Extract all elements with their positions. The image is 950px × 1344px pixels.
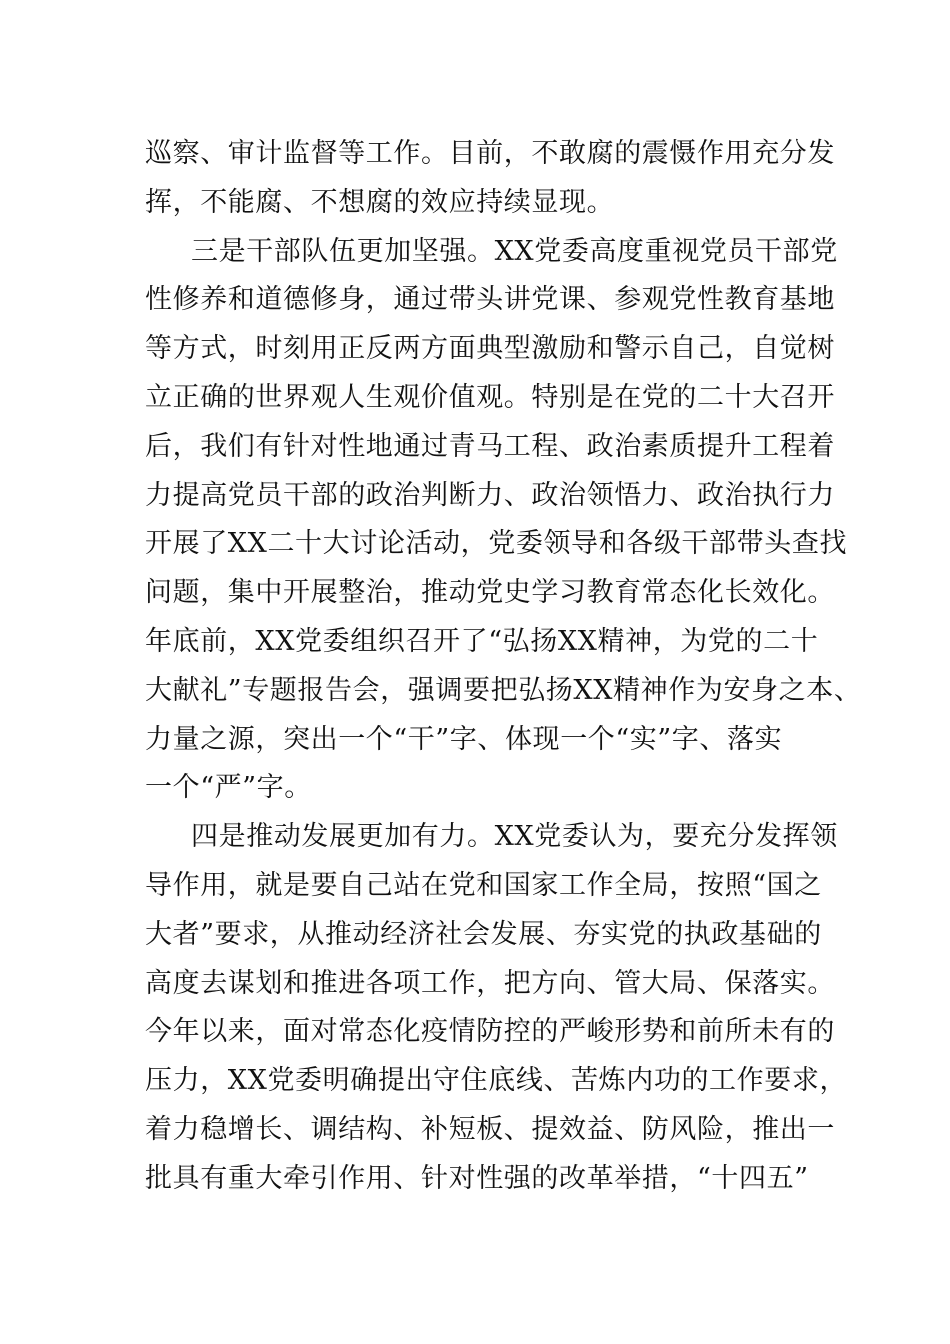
text-line: 今年以来，面对常态化疫情防控的严峻形势和前所未有的: [145, 1016, 835, 1048]
text-line: 问题，集中开展整治，推动党史学习教育常态化长效化。: [145, 577, 835, 609]
text-line: 性修养和道德修身，通过带头讲党课、参观党性教育基地: [145, 284, 835, 316]
text-line: 力量之源，突出一个“干”字、体现一个“实”字、落实: [145, 723, 783, 755]
text-line: 着力稳增长、调结构、补短板、提效益、防风险，推出一: [145, 1113, 835, 1145]
text-line: 立正确的世界观人生观价值观。特别是在党的二十大召开: [145, 381, 835, 413]
text-line: 大者”要求，从推动经济社会发展、夯实党的执政基础的: [145, 918, 822, 950]
paragraph-start-line: 三是干部队伍更加坚强。XX党委高度重视党员干部党: [191, 235, 838, 267]
text-line: 导作用，就是要自己站在党和国家工作全局，按照“国之: [145, 869, 822, 901]
text-line: 后，我们有针对性地通过青马工程、政治素质提升工程着: [145, 430, 835, 462]
text-line: 力提高党员干部的政治判断力、政治领悟力、政治执行力: [145, 479, 835, 511]
text-line: 一个“严”字。: [145, 772, 312, 804]
text-line: 挥，不能腐、不想腐的效应持续显现。: [145, 186, 615, 218]
body-text: [145, 130, 862, 1204]
text-line: 开展了XX二十大讨论活动，党委领导和各级干部带头查找: [145, 528, 848, 560]
text-line: 大献礼”专题报告会，强调要把弘扬XX精神作为安身之本、: [145, 674, 862, 706]
text-line: 批具有重大牵引作用、针对性强的改革举措，“十四五”: [145, 1162, 809, 1194]
text-line: 高度去谋划和推进各项工作，把方向、管大局、保落实。: [145, 967, 835, 999]
text-line: 巡察、审计监督等工作。目前，不敢腐的震慑作用充分发: [145, 138, 835, 169]
text-line: 等方式，时刻用正反两方面典型激励和警示自己，自觉树: [145, 333, 835, 365]
text-line: 压力，XX党委明确提出守住底线、苦炼内功的工作要求，: [145, 1065, 848, 1097]
paragraph-start-line: 四是推动发展更加有力。XX党委认为，要充分发挥领: [191, 821, 838, 853]
text-line: 年底前，XX党委组织召开了“弘扬XX精神，为党的二十: [145, 625, 819, 657]
